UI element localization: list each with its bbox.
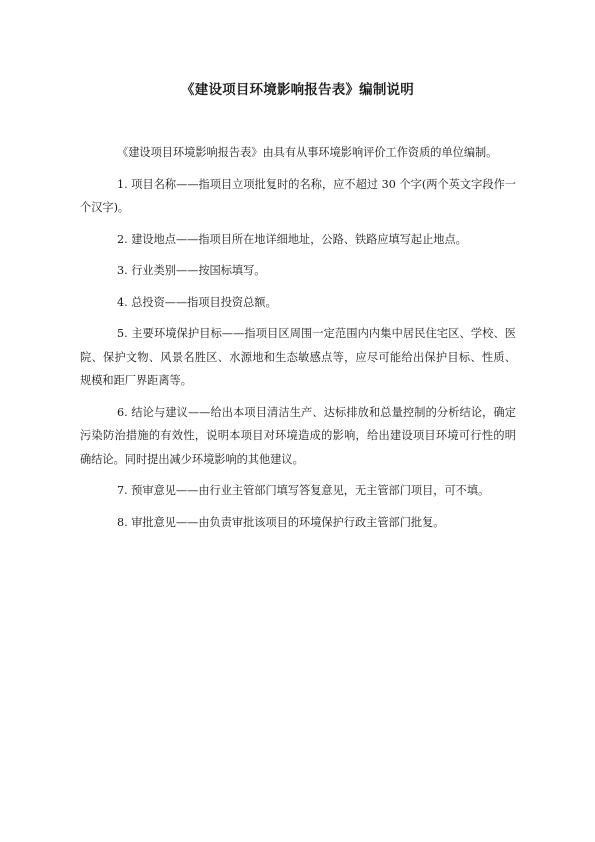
paragraph-item-2: 2. 建设地点——指项目所在地详细地址，公路、铁路应填写起止地点。 <box>117 232 467 246</box>
paragraph-item-1: 1. 项目名称——指项目立项批复时的名称，应不超过 30 个字(两个英文字段作一个汉字)。 <box>80 177 516 214</box>
paragraph-item-7: 7. 预审意见——由行业主管部门填写答复意见，无主管部门项目，可不填。 <box>117 484 490 497</box>
paragraph-item-4: 4. 总投资——指项目投资总额。 <box>117 295 277 309</box>
paragraph-item-8: 8. 审批意见——由负责审批该项目的环境保护行政主管部门批复。 <box>117 515 445 529</box>
paragraph-item-5: 5. 主要环境保护目标——指项目区周围一定范围内内集中居民住宅区、学校、医院、保护文物、风景名胜区、水源地和生态敏感点等，应尽可能给出保护目标、性质、规模和距厂界距离等。 <box>80 327 516 387</box>
paragraph-item-3: 3. 行业类别——按国标填写。 <box>117 264 266 277</box>
paragraph-item-6: 6. 结论与建议——给出本项目清洁生产、达标排放和总量控制的分析结论，确定污染防治措施的有效性，说明本项目对环境造成的影响，给出建设项目环境可行性的明确结论。同时提出减少环境影响的其他建议。 <box>80 405 516 466</box>
document-title: 《建设项目环境影响报告表》编制说明 <box>181 82 414 98</box>
paragraph-intro: 《建设项目环境影响报告表》由具有从事环境影响评价工作资质的单位编制。 <box>117 146 498 159</box>
document-body <box>80 141 516 534</box>
